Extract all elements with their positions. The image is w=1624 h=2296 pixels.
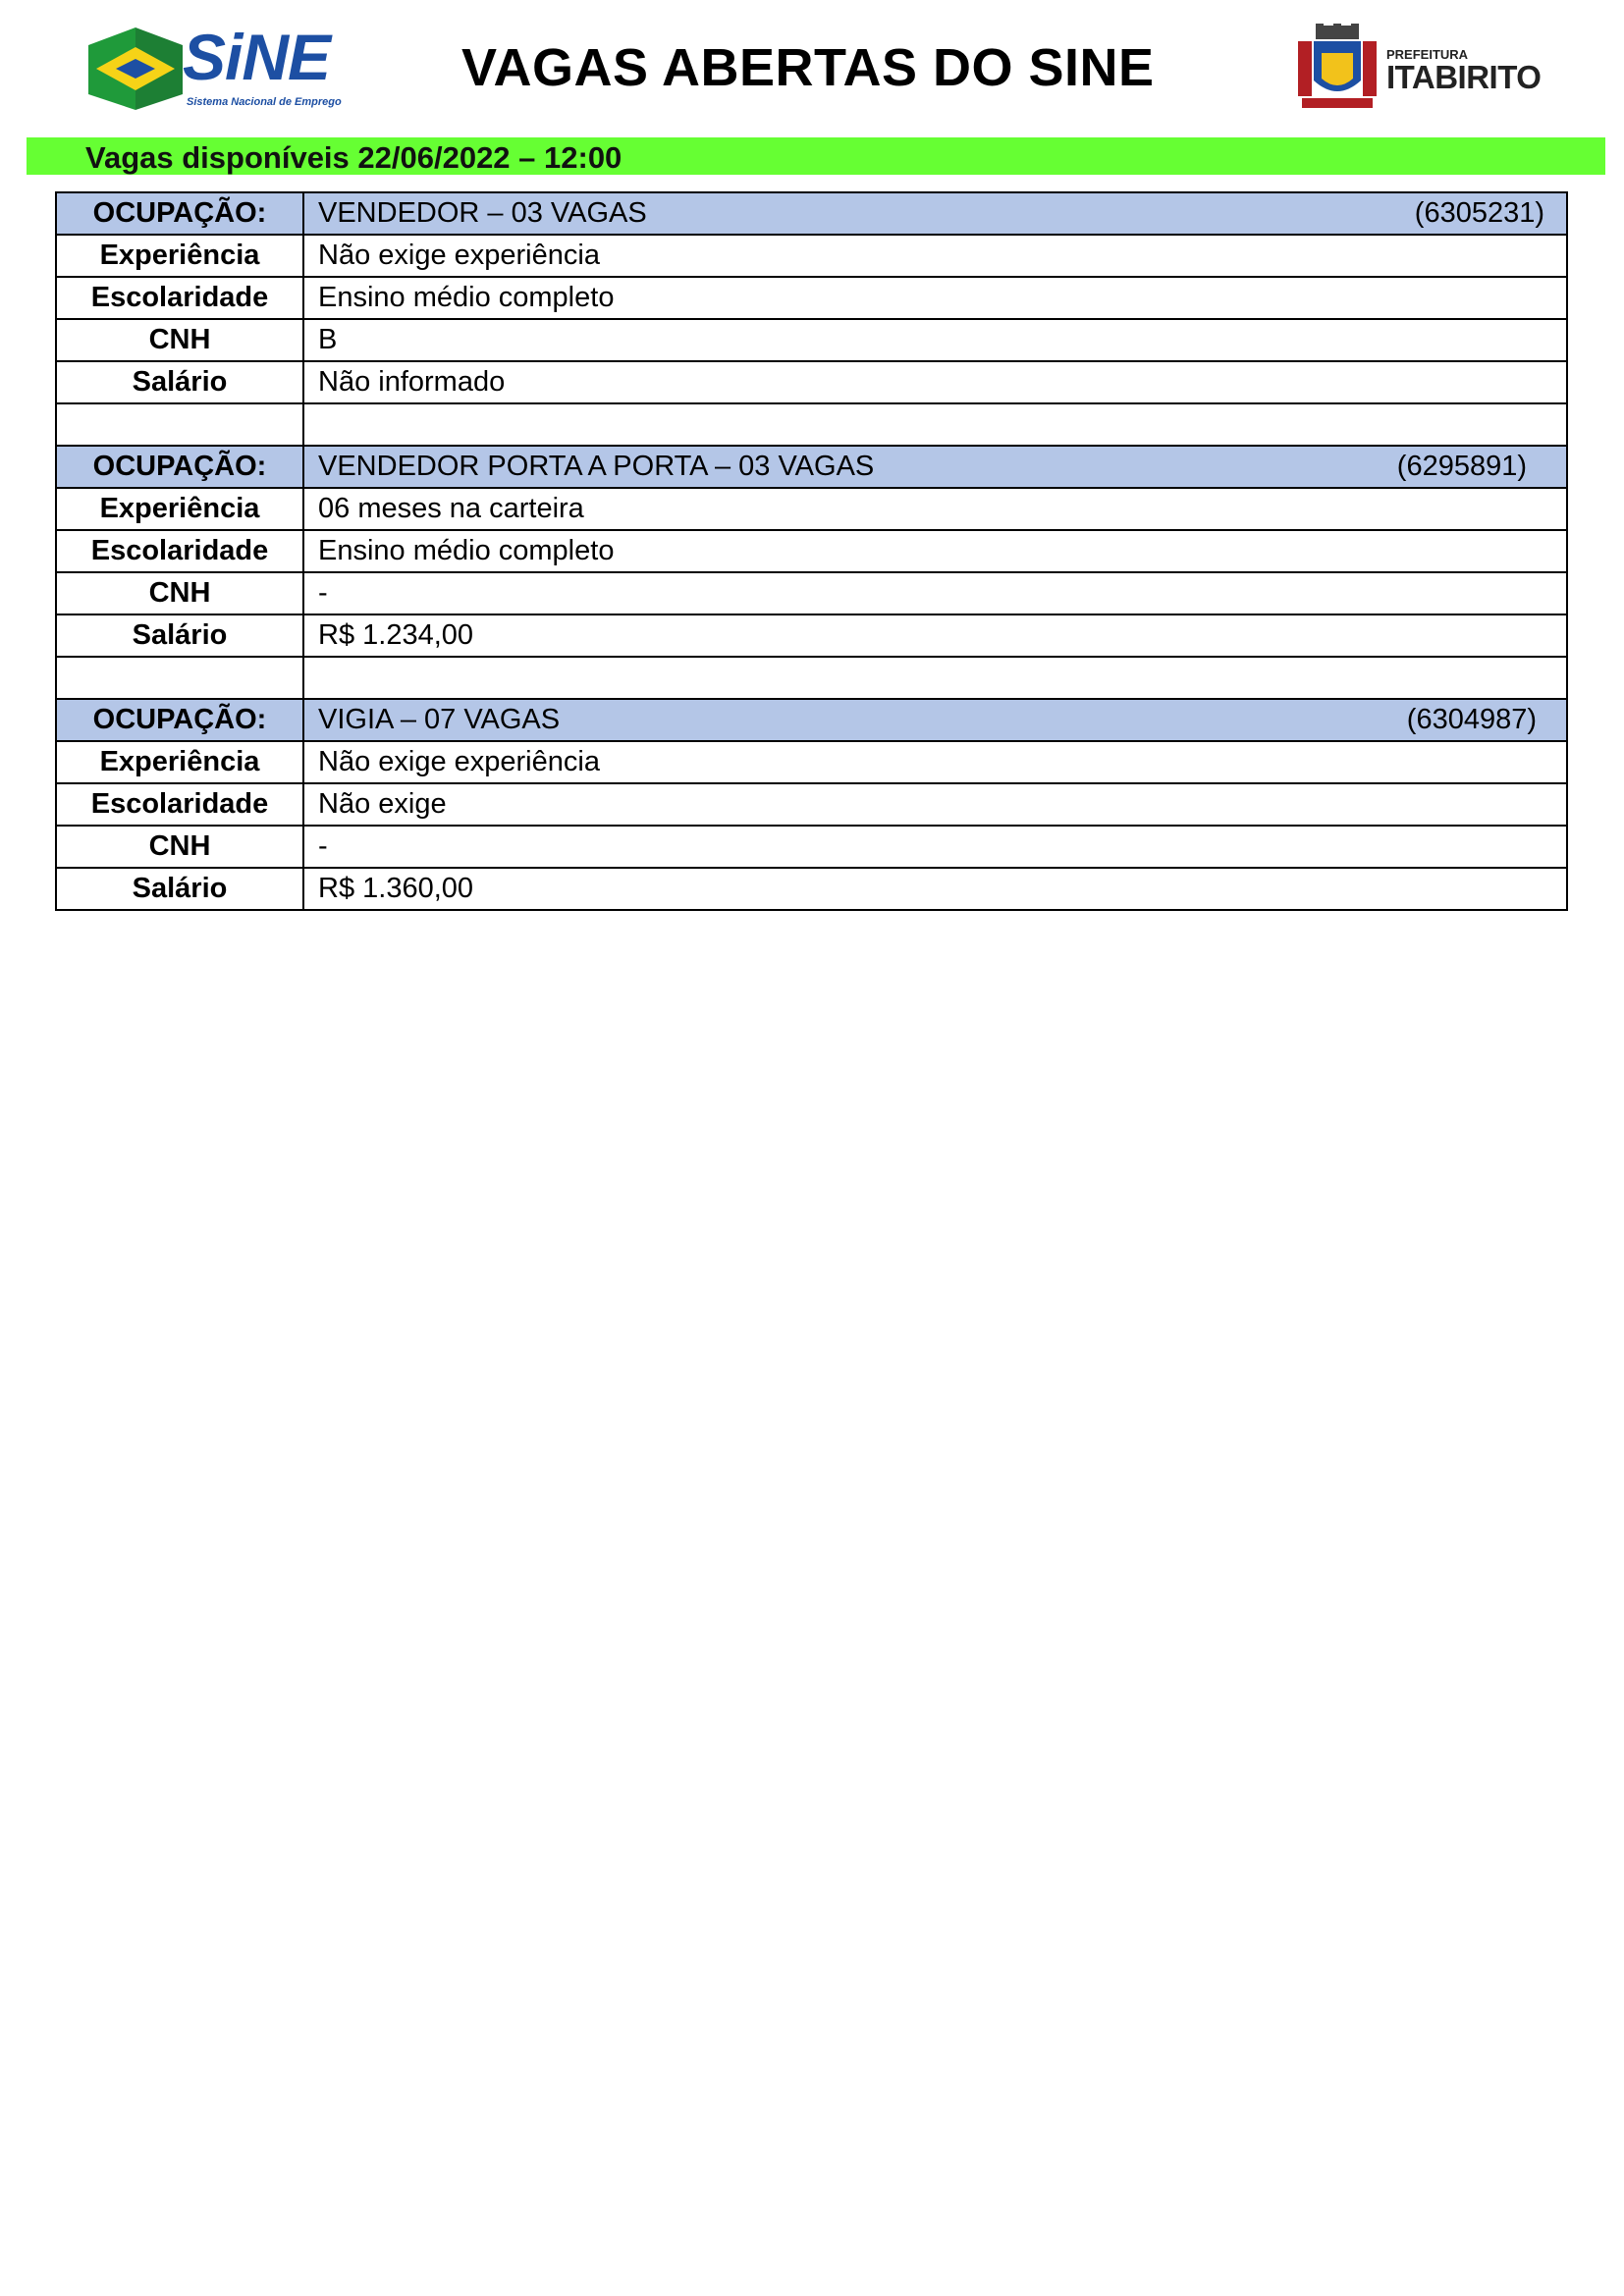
experience-value: 06 meses na carteira (303, 488, 1567, 530)
date-banner (27, 137, 1605, 175)
job-code: (6295891) (1396, 451, 1527, 482)
city-name: ITABIRITO (1386, 59, 1542, 95)
job-education-row (56, 783, 1567, 826)
experience-value: Não exige experiência (303, 741, 1567, 783)
job-occupation-row (56, 192, 1567, 235)
spacer-row (56, 657, 1567, 699)
license-value: - (303, 572, 1567, 614)
job-education-row (56, 277, 1567, 319)
date-banner-text: Vagas disponíveis 22/06/2022 – 12:00 (85, 140, 623, 175)
education-label: Escolaridade (56, 277, 303, 319)
experience-label: Experiência (56, 235, 303, 277)
sine-flag-icon (86, 26, 185, 112)
salary-label: Salário (56, 868, 303, 910)
salary-value: R$ 1.360,00 (303, 868, 1567, 910)
job-education-row (56, 530, 1567, 572)
occupation-label: OCUPAÇÃO: (56, 192, 303, 235)
experience-label: Experiência (56, 741, 303, 783)
job-code: (6304987) (1406, 704, 1537, 735)
job-license-row (56, 319, 1567, 361)
occupation-label: OCUPAÇÃO: (56, 699, 303, 741)
salary-label: Salário (56, 614, 303, 657)
occupation-value (303, 192, 1567, 235)
education-value: Não exige (303, 783, 1567, 826)
page-header (0, 0, 1624, 137)
salary-label: Salário (56, 361, 303, 403)
sine-logo (86, 21, 356, 112)
page-title: VAGAS ABERTAS DO SINE (461, 38, 1155, 97)
education-label: Escolaridade (56, 783, 303, 826)
license-label: CNH (56, 572, 303, 614)
job-title: VENDEDOR PORTA A PORTA – 03 VAGAS (318, 451, 875, 482)
job-license-row (56, 826, 1567, 868)
education-value: Ensino médio completo (303, 277, 1567, 319)
sine-logo-subtitle: Sistema Nacional de Emprego (187, 96, 342, 108)
job-license-row (56, 572, 1567, 614)
job-salary-row (56, 614, 1567, 657)
job-occupation-row (56, 446, 1567, 488)
spacer-cell (56, 403, 303, 446)
occupation-label: OCUPAÇÃO: (56, 446, 303, 488)
salary-value: Não informado (303, 361, 1567, 403)
job-experience-row (56, 741, 1567, 783)
job-salary-row (56, 868, 1567, 910)
salary-value: R$ 1.234,00 (303, 614, 1567, 657)
license-label: CNH (56, 319, 303, 361)
occupation-value (303, 699, 1567, 741)
education-label: Escolaridade (56, 530, 303, 572)
coat-of-arms-icon (1294, 24, 1380, 114)
spacer-cell (303, 657, 1567, 699)
jobs-table (55, 191, 1568, 911)
prefeitura-label: PREFEITURA (1386, 47, 1469, 62)
experience-label: Experiência (56, 488, 303, 530)
spacer-row (56, 403, 1567, 446)
job-title: VIGIA – 07 VAGAS (318, 704, 561, 735)
job-experience-row (56, 488, 1567, 530)
sine-logo-text: SiNE (183, 21, 331, 93)
job-salary-row (56, 361, 1567, 403)
spacer-cell (56, 657, 303, 699)
license-value: - (303, 826, 1567, 868)
license-label: CNH (56, 826, 303, 868)
job-code: (6305231) (1414, 197, 1544, 229)
occupation-value (303, 446, 1567, 488)
experience-value: Não exige experiência (303, 235, 1567, 277)
job-title: VENDEDOR – 03 VAGAS (318, 197, 647, 229)
prefeitura-logo (1294, 24, 1542, 114)
job-occupation-row (56, 699, 1567, 741)
job-experience-row (56, 235, 1567, 277)
education-value: Ensino médio completo (303, 530, 1567, 572)
license-value: B (303, 319, 1567, 361)
spacer-cell (303, 403, 1567, 446)
